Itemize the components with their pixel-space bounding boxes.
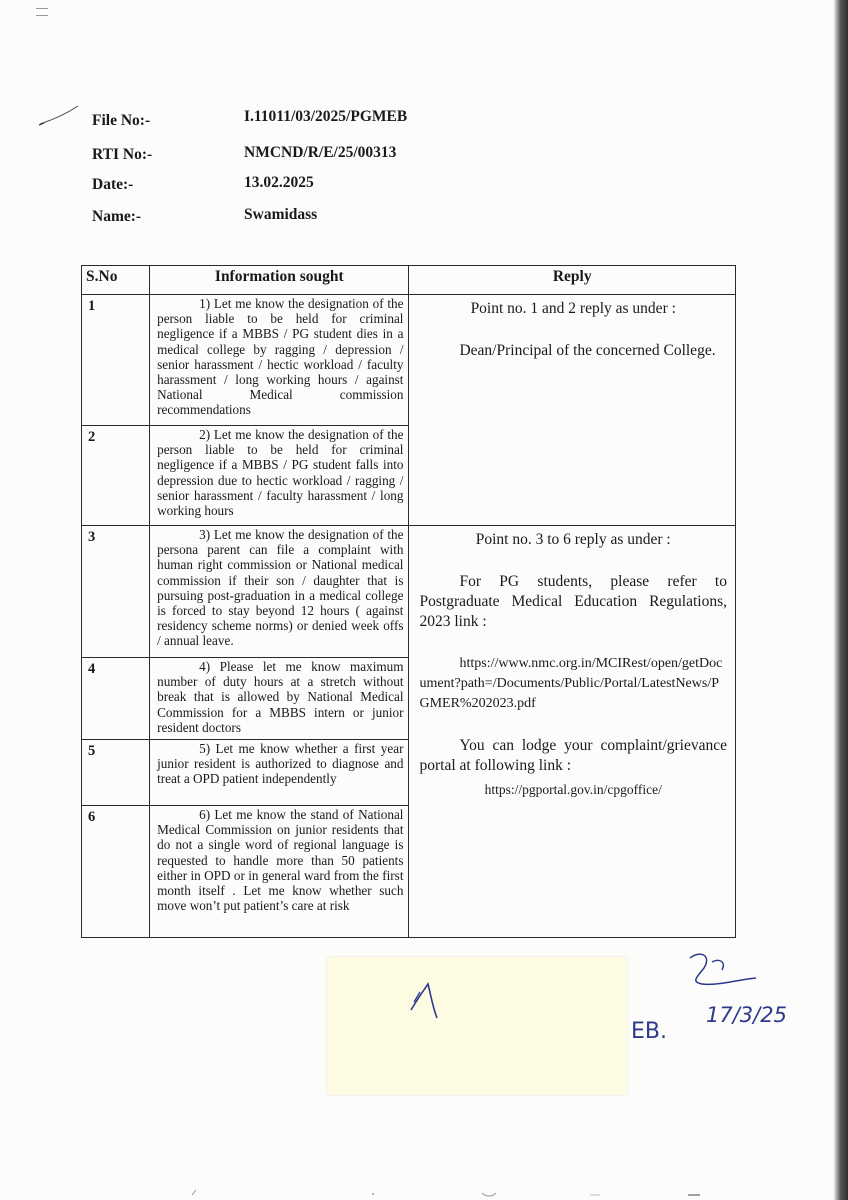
- column-header-info: Information sought: [150, 266, 409, 295]
- row-number: 4: [82, 658, 150, 740]
- reply-heading: Point no. 1 and 2 reply as under :: [470, 300, 676, 317]
- date-label: Date:-: [92, 176, 134, 193]
- question-text: 5) Let me know whether a first year junior resident is authorized to diagnose and treat a OPD patient independently: [157, 741, 404, 787]
- name-value: Swamidass: [244, 206, 318, 223]
- rti-label: RTI No:-: [92, 146, 153, 163]
- grievance-portal-link: https://pgportal.gov.in/cpgoffice/: [484, 782, 662, 797]
- column-header-sno: S.No: [82, 266, 150, 295]
- file-label: File No:-: [92, 112, 151, 129]
- name-label: Name:-: [92, 208, 142, 225]
- row-number: 1: [82, 295, 150, 426]
- question-text: 6) Let me know the stand of National Medical Commission on junior residents that do not a single word of regional language is requested to handle more than 50 patients either in OPD or in general ward from the first month itself . Let me know whether such move won’t put patient’s care at risk: [157, 807, 404, 914]
- question-text: 3) Let me know the designation of the persona parent can file a complaint with human right commission or National medical commission if their son / daughter that is pursuing post-graduation in a medical college is forced to stay beyond 12 hours ( against residency scheme norms) or denied week offs / annual leave.: [157, 527, 404, 649]
- row-number: 2: [82, 426, 150, 526]
- reply-text: Dean/Principal of the concerned College.: [459, 342, 716, 359]
- regulations-url: https://www.nmc.org.in/MCIRest/open/getDocument?path=/Documents/Public/Portal/LatestNews/PGMER%202023.pdf: [419, 656, 723, 711]
- reply-heading: Point no. 3 to 6 reply as under :: [475, 531, 671, 548]
- file-number: I.11011/03/2025/PGMEB: [244, 108, 408, 125]
- row-number: 6: [82, 806, 150, 938]
- rti-number: NMCND/R/E/25/00313: [244, 144, 397, 161]
- reply-text: For PG students, please refer to Postgraduate Medical Education Regulations, 2023 link :: [419, 573, 727, 630]
- question-text: 4) Please let me know maximum number of duty hours at a stretch without break that is allowed by National Medical Commission for a MBBS intern or junior resident doctors: [157, 659, 404, 735]
- column-header-reply: Reply: [409, 266, 736, 295]
- date-value: 13.02.2025: [244, 174, 314, 191]
- question-text: 2) Let me know the designation of the person liable to be held for criminal negligence if a MBBS / PG student falls into depression due to hectic workload / ragging / senior harassment / faculty harassment / long working hours: [157, 427, 404, 519]
- reply-lodge-text: You can lodge your complaint/grievance portal at following link :: [419, 737, 727, 774]
- row-number: 5: [82, 740, 150, 806]
- handwritten-date: 17/3/25: [706, 1003, 787, 1027]
- row-number: 3: [82, 526, 150, 658]
- handwritten-initials: EB.: [631, 1019, 667, 1044]
- scan-bottom-marks: [0, 1185, 848, 1200]
- question-text: 1) Let me know the designation of the person liable to be held for criminal negligence if a MBBS / PG student dies in a medical college by ragging / depression / senior harassment / hectic workload / faculty harassment / long working hours / against National Medical commission recommendations: [157, 296, 404, 418]
